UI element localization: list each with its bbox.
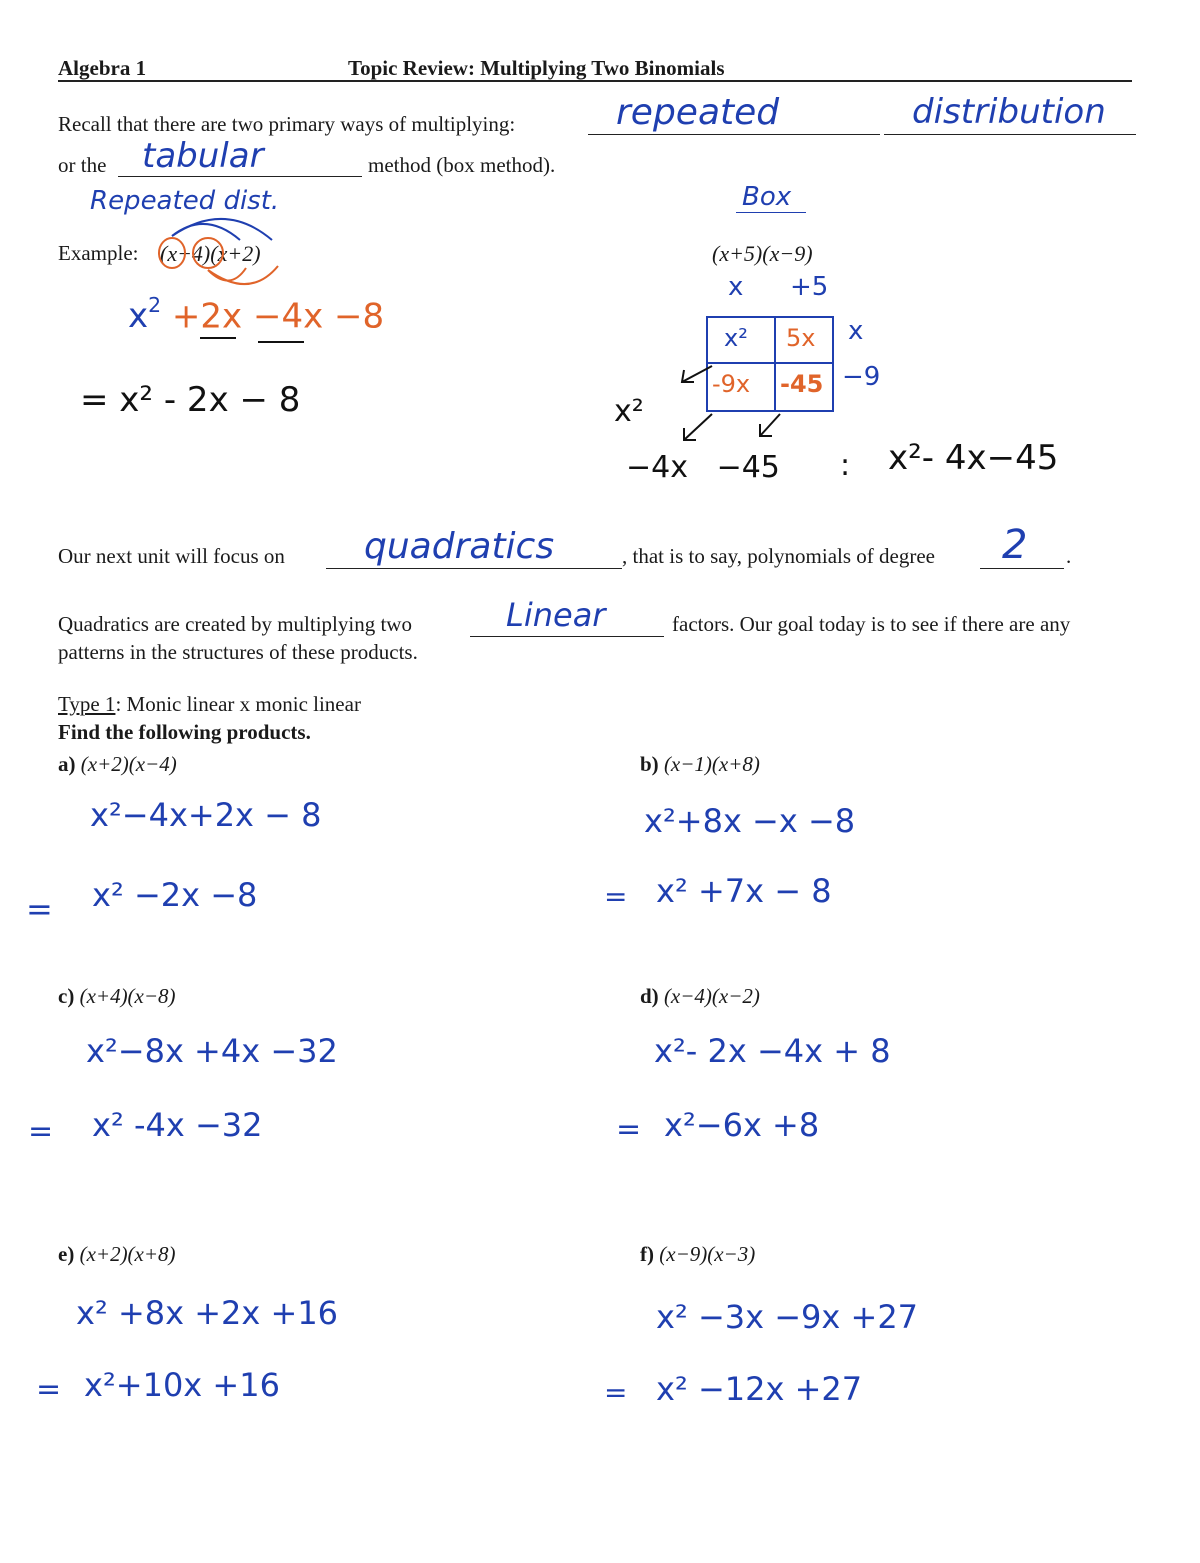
box-cell-neg45: -45 <box>780 370 824 398</box>
box-col-label-2: +5 <box>790 272 829 302</box>
problem-b-letter: b) <box>640 752 659 776</box>
or-the-text: or the <box>58 153 107 177</box>
arc-x-to-2 <box>172 219 272 240</box>
course-label: Algebra 1 <box>58 56 147 80</box>
type-1-instruction: Find the following products. <box>58 720 311 744</box>
problem-c-letter: c) <box>58 984 75 1008</box>
problem-c-eq: = <box>28 1114 54 1149</box>
box-cell-neg9x: -9x <box>712 370 751 398</box>
example-expression: (x−4)(x+2) <box>160 241 261 266</box>
box-cell-5x: 5x <box>786 324 816 352</box>
box-row-label-1: x <box>848 316 864 346</box>
blank-1-answer: repeated <box>616 92 780 133</box>
box-diag-x2: x² <box>614 394 644 429</box>
page-title: Topic Review: Multiplying Two Binomials <box>348 56 725 80</box>
problem-d-work: x²- 2x −4x + 8 <box>654 1032 891 1070</box>
problem-b-expr: (x−1)(x+8) <box>663 752 760 776</box>
problem-a-work: x²−4x+2x − 8 <box>90 796 322 834</box>
step-x-squared: $x^2$ <box>128 292 162 337</box>
problem-d-answer: x²−6x +8 <box>664 1106 820 1144</box>
box-diag-sum: −4x −45 <box>626 450 780 485</box>
method-text: method (box method). <box>368 153 556 177</box>
repeated-dist-heading: Repeated dist. <box>90 186 280 216</box>
problem-f-answer: x² −12x +27 <box>656 1370 863 1408</box>
degree-answer: 2 <box>1002 522 1028 568</box>
blank-2-answer: distribution <box>912 92 1106 132</box>
quadratics-line-2: patterns in the structures of these products. <box>58 640 418 664</box>
problem-b-answer: x² +7x − 8 <box>656 872 832 910</box>
problem-d-eq: = <box>616 1112 642 1147</box>
next-unit-answer: quadratics <box>364 526 555 567</box>
arrow-diag-1 <box>682 366 712 382</box>
arc-minus4-to-2 <box>208 266 278 284</box>
box-answer: x²- 4x−45 <box>888 438 1059 478</box>
problem-b-eq: = <box>604 880 628 913</box>
problem-f-expr: (x−9)(x−3) <box>659 1242 756 1266</box>
problem-f-work: x² −3x −9x +27 <box>656 1298 919 1336</box>
box-col-label-1: x <box>728 272 744 302</box>
problem-f-eq: = <box>604 1376 628 1409</box>
problem-c-answer: x² -4x −32 <box>92 1106 263 1144</box>
next-unit-middle: , that is to say, polynomials of degree <box>622 544 935 568</box>
blank-3-answer: tabular <box>142 136 264 176</box>
step-minus-8: −8 <box>334 296 385 337</box>
box-cell-x2: x² <box>724 324 748 352</box>
problem-b-work: x²+8x −x −8 <box>644 802 856 840</box>
step-plus-2x: +2x <box>171 296 243 337</box>
quadratics-answer: Linear <box>506 596 606 634</box>
problem-e-letter: e) <box>58 1242 75 1266</box>
step-minus-4x: −4x <box>252 296 324 337</box>
arrow-diag-2 <box>684 414 712 440</box>
box-colon: : <box>840 448 851 483</box>
problem-d-letter: d) <box>640 984 659 1008</box>
repeated-result: = x² - 2x − 8 <box>80 380 301 420</box>
arrow-diag-3 <box>760 414 780 436</box>
problem-e-eq: = <box>36 1372 62 1407</box>
problem-e-expr: (x+2)(x+8) <box>79 1242 176 1266</box>
example-label: Example: <box>58 241 139 265</box>
circle-x <box>159 238 185 268</box>
problem-f-letter: f) <box>640 1242 654 1266</box>
problem-d-expr: (x−4)(x−2) <box>663 984 760 1008</box>
problem-e-answer: x²+10x +16 <box>84 1366 280 1404</box>
type-1-label: Type 1 <box>58 692 116 716</box>
problem-a-letter: a) <box>58 752 76 776</box>
next-unit-end: . <box>1066 544 1072 568</box>
problem-a-eq: = <box>26 890 53 928</box>
problem-a-answer: x² −2x −8 <box>92 876 258 914</box>
problem-a-expr: (x+2)(x−4) <box>80 752 177 776</box>
next-unit-before: Our next unit will focus on <box>58 544 285 568</box>
type-1-desc: : Monic linear x monic linear <box>115 692 361 716</box>
intro-line-1: Recall that there are two primary ways of multiplying: <box>58 112 516 136</box>
box-row-label-2: −9 <box>842 362 881 392</box>
quadratics-after: factors. Our goal today is to see if there are any <box>672 612 1071 636</box>
box-expression: (x+5)(x−9) <box>712 241 813 266</box>
circle-minus4 <box>193 238 223 268</box>
quadratics-before: Quadratics are created by multiplying two <box>58 612 412 636</box>
problem-c-work: x²−8x +4x −32 <box>86 1032 338 1070</box>
box-heading: Box <box>742 182 792 212</box>
problem-e-work: x² +8x +2x +16 <box>76 1294 339 1332</box>
problem-c-expr: (x+4)(x−8) <box>79 984 176 1008</box>
